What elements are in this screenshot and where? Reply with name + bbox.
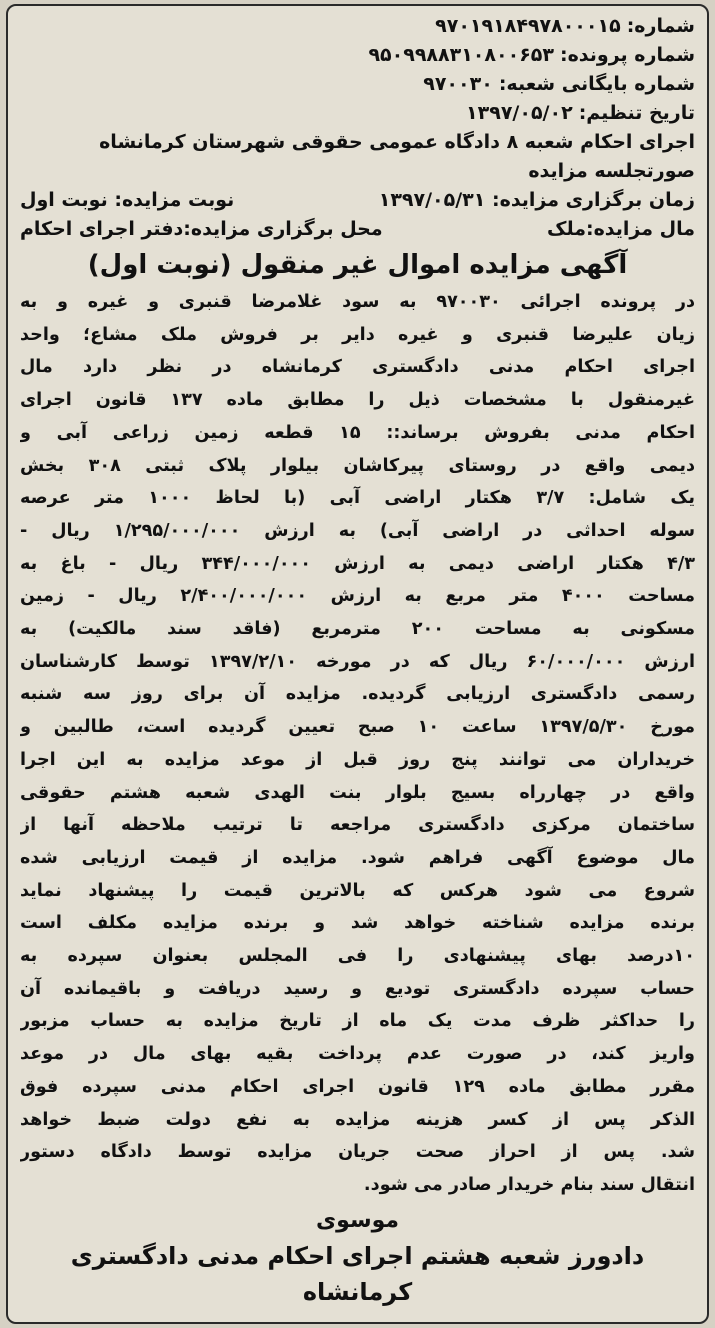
body-line: مقرر مطابق ماده ۱۲۹ قانون اجرای احکام مدنی سپرده فوق xyxy=(20,1076,695,1097)
body-line: سوله احداثی در اراضی آبی) به ارزش ۱/۲۹۵/۰۰۰/۰۰۰ ریال - xyxy=(20,520,695,541)
auction-time: زمان برگزاری مزایده: ۱۳۹۷/۰۵/۳۱ xyxy=(378,189,695,211)
auction-notice xyxy=(6,4,709,1324)
body-line: مال موضوع آگهی فراهم شود. مزایده از قیمت ارزیابی شده xyxy=(20,847,695,868)
auction-place: محل برگزاری مزایده:دفتر اجرای احکام xyxy=(20,218,383,240)
body-line: ساختمان مرکزی دادگستری مراجعه تا ترتیب ملاحظه آنها از xyxy=(20,815,695,836)
case-number: شماره پرونده:۹۵۰۹۹۸۸۳۱۰۸۰۰۶۵۳ xyxy=(368,44,695,66)
body-line: واریز کند، در صورت عدم پرداخت بقیه بهای مال در موعد xyxy=(20,1044,695,1065)
auction-property: مال مزایده:ملک xyxy=(546,218,695,240)
archive-number: شماره بایگانی شعبه:۹۷۰۰۳۰ xyxy=(423,73,695,95)
signatory-name: موسوی xyxy=(315,1207,399,1233)
body-line: الذکر پس از کسر هزینه مزایده به نفع دولت ضبط خواهد xyxy=(20,1109,695,1130)
minutes-line: صورتجلسه مزایده xyxy=(528,160,695,182)
body-line: حساب سپرده دادگستری تودیع و رسید دریافت و باقیمانده آن xyxy=(20,978,695,999)
body-line: در پرونده اجرائی ۹۷۰۰۳۰ به سود غلامرضا قنبری و غیره و به xyxy=(20,292,695,312)
notice-body xyxy=(20,286,695,1202)
body-line: انتقال سند بنام خریدار صادر می شود. xyxy=(363,1174,695,1195)
court-line: اجرای احکام شعبه ۸ دادگاه عمومی حقوقی شهرستان کرمانشاه xyxy=(99,131,695,153)
auction-round: نوبت مزایده: نوبت اول xyxy=(20,189,235,211)
body-line: احکام مدنی بفروش برساند:: ۱۵ قطعه زمین زراعی آبی و xyxy=(20,422,695,443)
body-line: ۴/۳ هکتار اراضی دیمی به ارزش ۳۴۴/۰۰۰/۰۰۰ ریال - باغ به xyxy=(20,553,695,574)
body-line: مساحت ۴۰۰۰ متر مربع به ارزش ۲/۴۰۰/۰۰۰/۰۰۰ ریال - زمین xyxy=(20,586,695,607)
notice-title: آگهی مزایده اموال غیر منقول (نوبت اول) xyxy=(87,250,628,280)
body-line: را حداکثر ظرف مدت یک ماه از تاریخ مزایده به حساب مزبور xyxy=(20,1011,695,1032)
body-line: شروع می شود هرکس که بالاترین قیمت را پیشنهاد نماید xyxy=(20,880,695,901)
body-line: دیمی واقع در روستای پیرکاشان بیلوار پلاک ثبتی ۳۰۸ بخش xyxy=(20,455,695,476)
body-line: ۱۰درصد بهای پیشنهادی را فی المجلس بعنوان سپرده به xyxy=(20,946,695,967)
body-line: برنده مزایده شناخته خواهد شد و برنده مزایده مکلف است xyxy=(20,913,695,934)
body-line: واقع در چهارراه بسیج بلوار بنت الهدی شعبه هشتم حقوقی xyxy=(20,782,695,803)
auction-property-row xyxy=(20,215,695,244)
body-line: مورخ ۱۳۹۷/۵/۳۰ ساعت ۱۰ صبح تعیین گردیده است، طالبین و xyxy=(20,717,695,738)
body-line: ارزش ۶۰/۰۰۰/۰۰۰ ریال که در مورخه ۱۳۹۷/۲/۱۰ توسط کارشناسان xyxy=(20,651,695,672)
body-line: شد. پس از احراز صحت جریان مزایده توسط دادگاه دستور xyxy=(20,1142,695,1163)
notice-number: شماره:۹۷۰۱۹۱۸۴۹۷۸۰۰۰۱۵ xyxy=(435,15,695,37)
body-line: زیان علیرضا قنبری و غیره دایر بر فروش ملک مشاع؛ واحد xyxy=(20,324,695,345)
signatory-title: دادورز شعبه هشتم اجرای احکام مدنی دادگستری کرمانشاه xyxy=(70,1241,645,1306)
body-line: غیرمنقول با مشخصات ذیل را مطابق ماده ۱۳۷ قانون اجرای xyxy=(20,390,695,411)
body-line: یک شامل: ۳/۷ هکتار اراضی آبی (با لحاظ ۱۰۰۰ متر عرصه xyxy=(20,488,695,509)
issue-date: تاریخ تنظیم:۱۳۹۷/۰۵/۰۲ xyxy=(466,102,695,124)
body-line: اجرای احکام مدنی دادگستری کرمانشاه در نظر دارد مال xyxy=(20,357,695,378)
body-line: خریداران می توانند پنج روز قبل از موعد مزایده به این اجرا xyxy=(20,749,695,770)
auction-time-row xyxy=(20,186,695,215)
body-line: مسکونی به مساحت ۲۰۰ مترمربع (فاقد سند مالکیت) به xyxy=(20,619,695,640)
body-line: رسمی دادگستری ارزیابی گردیده. مزایده آن برای روز سه شنبه xyxy=(20,684,695,705)
